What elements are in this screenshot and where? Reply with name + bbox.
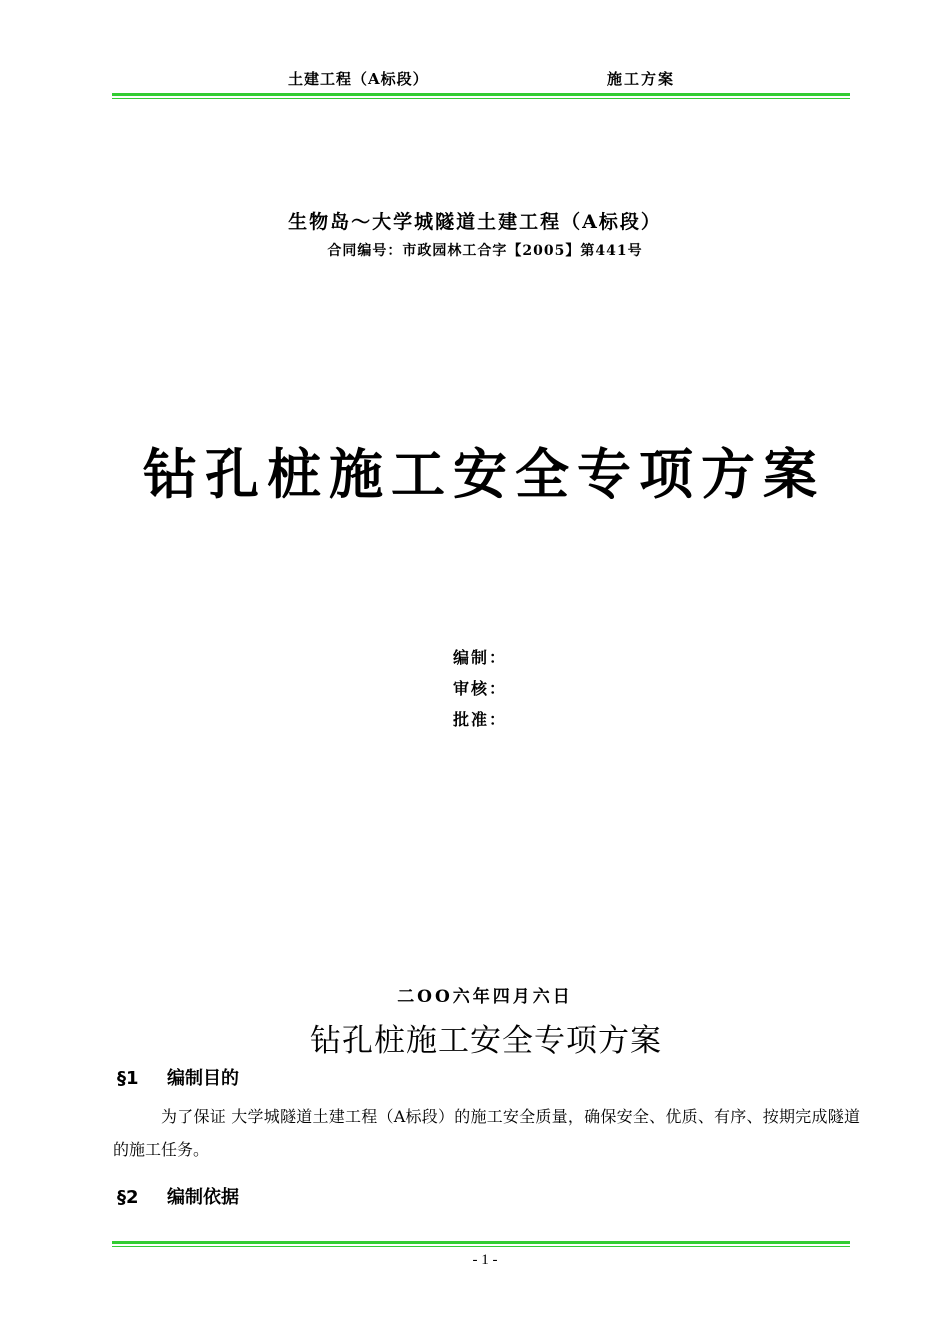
page-number: - 1 -	[472, 1252, 498, 1268]
cover-main-title: 钻孔桩施工安全专项方案	[143, 442, 825, 506]
footer-rule-thin	[112, 1246, 850, 1247]
signature-block	[453, 642, 507, 735]
body-title: 钻孔桩施工安全专项方案	[310, 1023, 662, 1059]
section-heading-2	[117, 1183, 239, 1209]
header-rule-thin	[112, 98, 850, 99]
header-rule-thick	[112, 93, 850, 96]
sign-line-prepared: 编制：	[453, 648, 508, 667]
sign-line-approved: 批准：	[453, 710, 508, 729]
section-number: §2	[117, 1187, 139, 1208]
page-header	[112, 64, 850, 94]
header-right-text: 施工方案	[607, 70, 676, 88]
section-title: 编制目的	[167, 1068, 239, 1089]
project-title: 生物岛～大学城隧道土建工程（A标段）	[288, 211, 662, 233]
section-heading-1	[117, 1064, 239, 1090]
footer-rule-thick	[112, 1241, 850, 1244]
contract-number: 合同编号：市政园林工合字【2005】第441号	[327, 243, 643, 259]
document-date: 二OO六年四月六日	[397, 987, 573, 1007]
sign-line-reviewed: 审核：	[453, 679, 508, 698]
header-left-text: 土建工程（A标段）	[288, 70, 429, 88]
section-title: 编制依据	[167, 1187, 239, 1208]
body-paragraph: 为了保证 大学城隧道土建工程（A标段）的施工安全质量，确保安全、优质、有序、按期完成隧道的施工任务。	[113, 1107, 860, 1159]
section-number: §1	[117, 1068, 139, 1089]
